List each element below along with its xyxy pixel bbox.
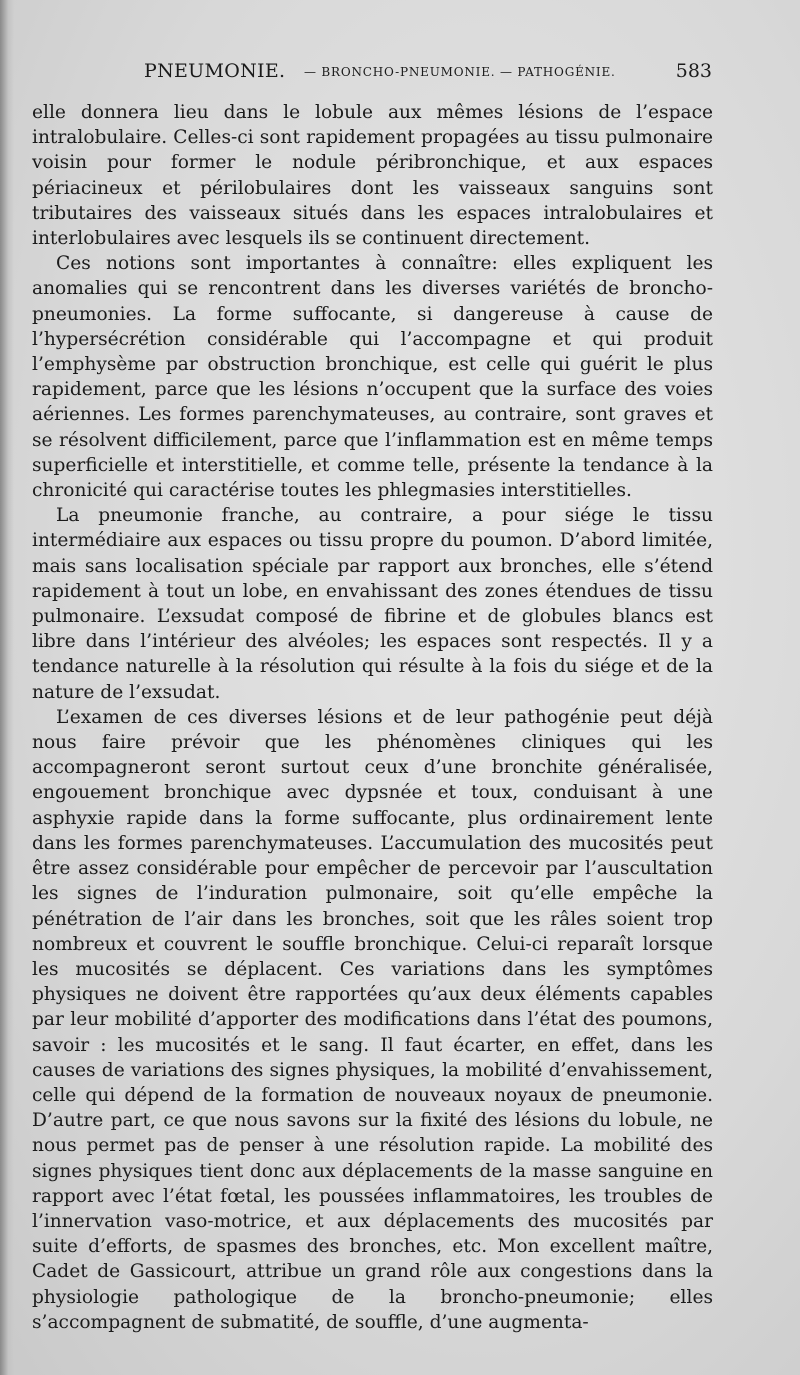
paragraph-4: L’examen de ces diverses lésions et de leur pathogénie peut déjà nous faire prévoir que les phénomènes cliniques qui les accompagneront seront surtout ceux d’une bronchite généralisée, engouement bronchique avec dypsnée et toux, conduisant à une asphyxie rapide dans la forme suffocante, plus ordinairement lente dans les formes parenchymateuses. L’accumulation des mucosités peut être assez considérable pour empêcher de percevoir par l’auscultation les signes de l’induration pulmonaire, soit qu’elle empêche la pénétration de l’air dans les bronches, soit que les râles soient trop nombreux et couvrent le souffle bronchique. Celui-ci reparaît lorsque les mucosités se déplacent. Ces variations dans les symptômes physiques ne doivent être rapportées qu’aux deux éléments capables par leur mobilité d’apporter des modifications dans l’état des poumons, savoir : les mucosités et le sang. Il faut écarter, en effet, dans les causes de variations des signes physiques, la mobilité d’envahissement, celle qui dépend de la formation de nouveaux noyaux de pneumonie. D’autre part, ce que nous savons sur la fixité des lésions du lobule, ne nous permet pas de penser à une résolution rapide. La mobilité des signes physiques tient donc aux déplacements de la masse sanguine en rapport avec l’état fœtal, les poussées inflammatoires, les troubles de l’innervation vaso-motrice, et aux déplacements des mucosités par suite d’efforts, de spasmes des bronches, etc. Mon excellent maître, Cadet de Gassicourt, attribue un grand rôle aux congestions dans la physiologie pathologique de la broncho-pneumonie; elles s’accompagnent de submatité, de souffle, d’une augmenta-	[32, 706, 713, 1333]
paragraph-2: Ces notions sont importantes à connaître: elles expliquent les anomalies qui se rencontrent dans les diverses variétés de broncho-pneumonies. La forme suffocante, si dangereuse à cause de l’hypersécrétion considérable qui l’accompagne et qui produit l’emphysème par obstruction bronchique, est celle qui guérit le plus rapidement, parce que les lésions n’occupent que la surface des voies aériennes. Les formes parenchymateuses, au contraire, sont graves et se résolvent difficilement, parce que l’inflammation est en même temps superficielle et interstitielle, et comme telle, présente la tendance à la chronicité qui caractérise toutes les phlegmasies interstitielles.	[32, 253, 713, 502]
page-number: 583	[675, 60, 712, 82]
binding-shadow	[0, 0, 14, 1375]
paragraph-3: La pneumonie franche, au contraire, a pour siége le tissu intermédiaire aux espaces ou tissu propre du poumon. D’abord limitée, mais sans localisation spéciale par rapport aux bronches, elle s’étend rapidement à tout un lobe, en envahissant des zones étendues de tissu pulmonaire. L’exsudat composé de fibrine et de globules blancs est libre dans l’intérieur des alvéoles; les espaces sont respectés. Il y a tendance naturelle à la résolution qui résulte à la fois du siége et de la nature de l’exsudat.	[32, 505, 713, 703]
running-title: PNEUMONIE.	[144, 60, 286, 82]
running-header	[32, 60, 712, 90]
body-text	[32, 100, 713, 1335]
paragraph-1: elle donnera lieu dans le lobule aux mêmes lésions de l’espace intralobulaire. Celles-ci sont rapidement propagées au tissu pulmonaire voisin pour former le nodule péribronchique, et aux espaces périacineux et périlobulaires dont les vaisseaux sanguins sont tributaires des vaisseaux situés dans les espaces intralobulaires et interlobulaires avec lesquels ils se continuent directement.	[32, 102, 713, 250]
running-subtitle: — BRONCHO-PNEUMONIE. — PATHOGÉNIE.	[304, 65, 616, 79]
